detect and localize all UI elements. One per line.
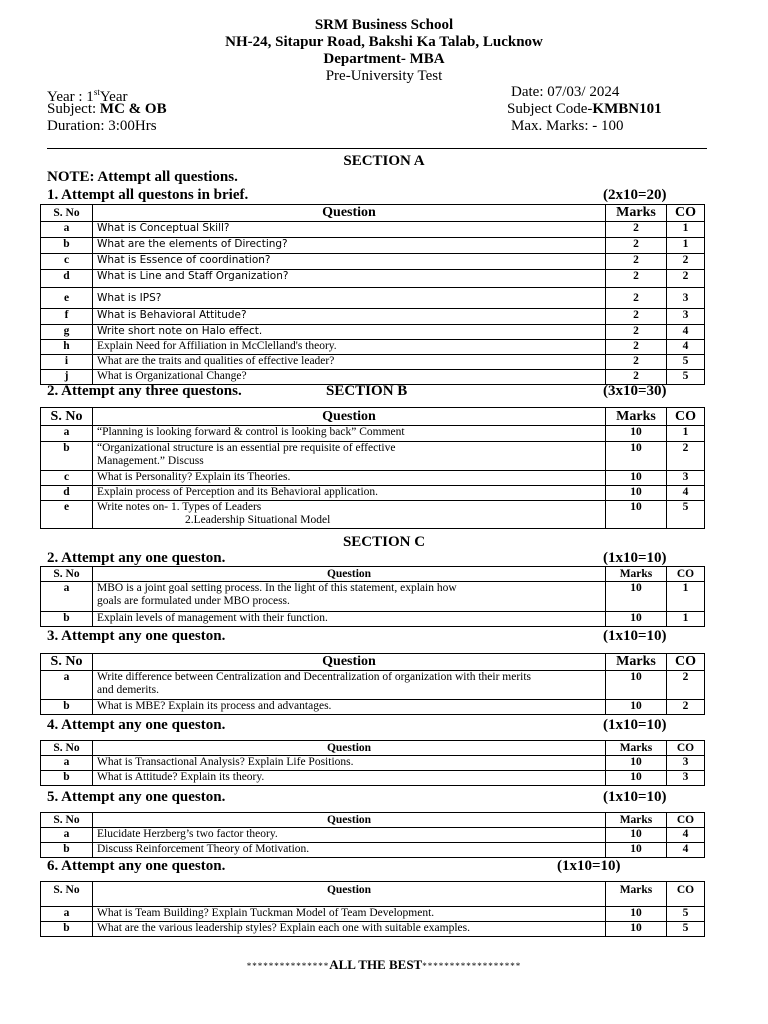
row-question-line: and demerits. (97, 684, 159, 696)
row-sno: i (41, 355, 93, 370)
row-co: 2 (667, 254, 705, 270)
table-row (41, 907, 705, 922)
row-marks: 10 (606, 700, 667, 715)
row-marks: 2 (606, 288, 667, 309)
group-instruction: 4. Attempt any one queston. (47, 717, 226, 733)
table-row (41, 922, 705, 937)
table-row (41, 756, 705, 771)
row-question-line: 2.Leadership Situational Model (185, 514, 331, 526)
row-question: What are the various leadership styles? Explain each one with suitable examples. (93, 922, 606, 937)
subject-code-value: KMBN101 (592, 101, 662, 117)
row-sno: a (41, 582, 93, 612)
col-question: Question (93, 813, 606, 828)
department: Department- MBA (323, 51, 445, 67)
row-marks: 2 (606, 355, 667, 370)
col-sno: S. No (41, 813, 93, 828)
row-marks: 10 (606, 442, 667, 471)
section-c-table-3 (40, 740, 705, 786)
row-question-line: goals are formulated under MBO process. (97, 595, 290, 607)
table-row (41, 270, 705, 288)
table-row (41, 700, 705, 715)
row-question: Discuss Reinforcement Theory of Motivation. (93, 843, 606, 858)
row-sno: a (41, 828, 93, 843)
section-b-table (40, 407, 705, 529)
section-a-instruction: 1. Attempt all questons in brief. (47, 187, 249, 203)
row-sno: b (41, 238, 93, 254)
table-row (41, 238, 705, 254)
col-sno: S. No (41, 567, 93, 582)
row-question (93, 501, 606, 529)
row-question-line: MBO is a joint goal setting process. In the light of this statement, explain how (97, 582, 457, 594)
row-question: What is IPS? (93, 288, 606, 309)
table-header-row (41, 408, 705, 426)
row-co: 3 (667, 471, 705, 486)
row-marks: 2 (606, 238, 667, 254)
row-marks: 10 (606, 922, 667, 937)
row-co: 5 (667, 501, 705, 529)
table-row (41, 309, 705, 325)
row-co: 5 (667, 907, 705, 922)
row-sno: c (41, 471, 93, 486)
col-sno: S. No (41, 654, 93, 671)
row-marks: 10 (606, 756, 667, 771)
row-question: What is Behavioral Attitude? (93, 309, 606, 325)
subject-label: Subject: (47, 101, 100, 117)
col-sno: S. No (41, 205, 93, 222)
row-sno: a (41, 907, 93, 922)
row-marks: 10 (606, 486, 667, 501)
row-co: 2 (667, 270, 705, 288)
row-sno: e (41, 501, 93, 529)
row-sno: b (41, 442, 93, 471)
row-question: What is Attitude? Explain its theory. (93, 771, 606, 786)
section-b-marks: (3x10=30) (603, 383, 667, 399)
row-marks: 2 (606, 270, 667, 288)
row-question-line: Write notes on- 1. Types of Leaders (97, 501, 262, 513)
row-question: What is Transactional Analysis? Explain Life Positions. (93, 756, 606, 771)
row-sno: f (41, 309, 93, 325)
section-a-marks: (2x10=20) (603, 187, 667, 203)
row-sno: b (41, 843, 93, 858)
col-question: Question (93, 567, 606, 582)
duration: Duration: 3:00Hrs (47, 118, 157, 134)
section-c-table-5 (40, 881, 705, 937)
col-question: Question (93, 882, 606, 907)
col-question: Question (93, 741, 606, 756)
col-co: CO (667, 882, 705, 907)
row-co: 2 (667, 700, 705, 715)
col-sno: S. No (41, 408, 93, 426)
row-marks: 10 (606, 907, 667, 922)
col-sno: S. No (41, 882, 93, 907)
table-header-row (41, 882, 705, 907)
row-sno: e (41, 288, 93, 309)
section-c-table-1 (40, 566, 705, 627)
row-marks: 10 (606, 843, 667, 858)
col-marks: Marks (606, 813, 667, 828)
col-co: CO (667, 567, 705, 582)
table-row (41, 426, 705, 442)
col-question: Question (93, 654, 606, 671)
table-row (41, 582, 705, 612)
group-marks: (1x10=10) (603, 628, 667, 644)
footer-stars-right: ****************** (422, 961, 522, 971)
row-question-line: “Organizational structure is an essential pre requisite of effective (97, 442, 396, 454)
row-sno: a (41, 756, 93, 771)
row-co: 5 (667, 370, 705, 385)
col-marks: Marks (606, 408, 667, 426)
row-sno: b (41, 612, 93, 627)
footer-text: ALL THE BEST (329, 957, 423, 972)
row-question: What is Line and Staff Organization? (93, 270, 606, 288)
row-sno: b (41, 700, 93, 715)
col-marks: Marks (606, 654, 667, 671)
subject-value: MC & OB (99, 101, 167, 117)
table-row (41, 222, 705, 238)
group-marks: (1x10=10) (603, 789, 667, 805)
section-a-title: SECTION A (343, 153, 425, 169)
group-marks: (1x10=10) (603, 717, 667, 733)
row-marks: 2 (606, 325, 667, 340)
row-question-line: Write difference between Centralization and Decentralization of organization with their merits (97, 671, 532, 683)
test-name: Pre-University Test (325, 68, 443, 84)
section-a-table (40, 204, 705, 385)
row-co: 1 (667, 426, 705, 442)
school-name: SRM Business School (314, 17, 454, 33)
section-c-table-2 (40, 653, 705, 715)
exam-date: Date: 07/03/ 2024 (511, 84, 620, 100)
row-marks: 2 (606, 370, 667, 385)
row-sno: d (41, 486, 93, 501)
table-row (41, 486, 705, 501)
table-row (41, 671, 705, 700)
row-co: 4 (667, 340, 705, 355)
table-row (41, 442, 705, 471)
col-sno: S. No (41, 741, 93, 756)
row-sno: b (41, 771, 93, 786)
table-row (41, 340, 705, 355)
year-suffix: Year (99, 89, 128, 105)
row-question: Write short note on Halo effect. (93, 325, 606, 340)
row-marks: 10 (606, 582, 667, 612)
row-question: Explain process of Perception and its Behavioral application. (93, 486, 606, 501)
max-marks: Max. Marks: - 100 (511, 118, 624, 134)
row-question-line: Management.” Discuss (97, 455, 204, 467)
subject-code-label: Subject Code- (507, 101, 593, 117)
row-question (93, 442, 606, 471)
table-row (41, 771, 705, 786)
row-question: Explain Need for Affiliation in McClelland's theory. (93, 340, 606, 355)
row-co: 4 (667, 828, 705, 843)
row-sno: b (41, 922, 93, 937)
row-co: 5 (667, 355, 705, 370)
section-c-title: SECTION C (342, 534, 426, 550)
row-question (93, 671, 606, 700)
row-sno: h (41, 340, 93, 355)
row-co: 1 (667, 222, 705, 238)
group-marks: (1x10=10) (603, 550, 667, 566)
row-sno: d (41, 270, 93, 288)
row-co: 3 (667, 756, 705, 771)
col-marks: Marks (606, 882, 667, 907)
col-marks: Marks (606, 567, 667, 582)
year-sup: st (93, 87, 100, 97)
row-question: What is Conceptual Skill? (93, 222, 606, 238)
row-marks: 10 (606, 426, 667, 442)
col-co: CO (667, 654, 705, 671)
row-question: What are the traits and qualities of effective leader? (93, 355, 606, 370)
row-sno: a (41, 426, 93, 442)
row-co: 3 (667, 771, 705, 786)
row-marks: 2 (606, 340, 667, 355)
section-a-note: NOTE: Attempt all questions. (47, 169, 238, 185)
row-question: What is Essence of coordination? (93, 254, 606, 270)
row-co: 4 (667, 486, 705, 501)
row-co: 1 (667, 238, 705, 254)
row-marks: 10 (606, 471, 667, 486)
section-b-instruction: 2. Attempt any three questons. (47, 383, 242, 399)
table-header-row (41, 654, 705, 671)
row-question (93, 582, 606, 612)
row-co: 2 (667, 671, 705, 700)
table-row (41, 254, 705, 270)
row-co: 3 (667, 309, 705, 325)
row-sno: a (41, 222, 93, 238)
col-co: CO (667, 408, 705, 426)
exam-header (0, 17, 768, 85)
table-row (41, 325, 705, 340)
school-address: NH-24, Sitapur Road, Bakshi Ka Talab, Lucknow (225, 34, 543, 50)
row-marks: 10 (606, 671, 667, 700)
row-marks: 2 (606, 309, 667, 325)
row-co: 4 (667, 843, 705, 858)
col-co: CO (667, 741, 705, 756)
row-sno: a (41, 671, 93, 700)
row-question: What is Organizational Change? (93, 370, 606, 385)
table-header-row (41, 205, 705, 222)
row-question: What are the elements of Directing? (93, 238, 606, 254)
row-co: 1 (667, 612, 705, 627)
table-header-row (41, 813, 705, 828)
header-divider (47, 148, 707, 149)
section-c-table-4 (40, 812, 705, 858)
year-label: Year : 1 (47, 89, 94, 105)
col-marks: Marks (606, 741, 667, 756)
group-instruction: 6. Attempt any one queston. (47, 858, 226, 874)
col-co: CO (667, 205, 705, 222)
col-question: Question (93, 408, 606, 426)
table-row (41, 501, 705, 529)
row-marks: 10 (606, 771, 667, 786)
subject-code-line (507, 101, 662, 118)
row-co: 5 (667, 922, 705, 937)
row-sno: g (41, 325, 93, 340)
footer-all-the-best (0, 957, 768, 973)
section-b-title: SECTION B (326, 383, 408, 399)
table-row (41, 471, 705, 486)
row-question: “Planning is looking forward & control is looking back” Comment (93, 426, 606, 442)
group-instruction: 3. Attempt any one queston. (47, 628, 226, 644)
table-header-row (41, 567, 705, 582)
row-question: What is MBE? Explain its process and advantages. (93, 700, 606, 715)
row-question: Explain levels of management with their function. (93, 612, 606, 627)
row-co: 1 (667, 582, 705, 612)
subject-line (47, 101, 167, 118)
footer-stars-left: *************** (246, 961, 330, 971)
table-row (41, 355, 705, 370)
table-row (41, 612, 705, 627)
table-row (41, 828, 705, 843)
row-marks: 10 (606, 612, 667, 627)
row-marks: 2 (606, 254, 667, 270)
group-instruction: 2. Attempt any one queston. (47, 550, 226, 566)
col-marks: Marks (606, 205, 667, 222)
row-question: What is Team Building? Explain Tuckman Model of Team Development. (93, 907, 606, 922)
row-question: What is Personality? Explain its Theories. (93, 471, 606, 486)
row-co: 2 (667, 442, 705, 471)
row-marks: 10 (606, 828, 667, 843)
table-row (41, 288, 705, 309)
row-question: Elucidate Herzberg’s two factor theory. (93, 828, 606, 843)
row-co: 3 (667, 288, 705, 309)
col-question: Question (93, 205, 606, 222)
row-co: 4 (667, 325, 705, 340)
row-sno: c (41, 254, 93, 270)
table-row (41, 843, 705, 858)
group-marks: (1x10=10) (557, 858, 621, 874)
table-header-row (41, 741, 705, 756)
row-marks: 2 (606, 222, 667, 238)
row-marks: 10 (606, 501, 667, 529)
col-co: CO (667, 813, 705, 828)
group-instruction: 5. Attempt any one queston. (47, 789, 226, 805)
row-sno: j (41, 370, 93, 385)
